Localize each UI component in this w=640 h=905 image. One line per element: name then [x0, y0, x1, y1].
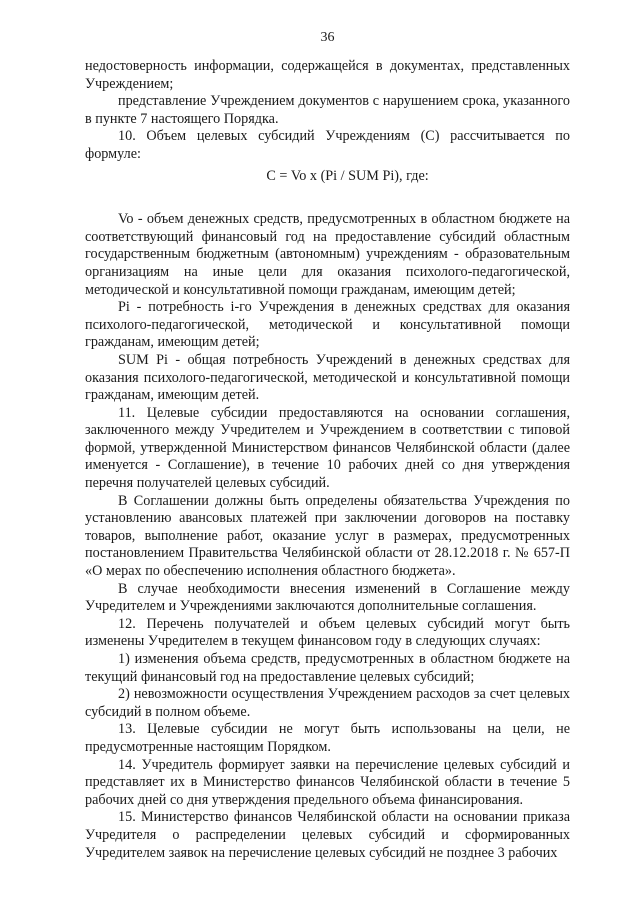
paragraph: Vo - объем денежных средств, предусмотренных в областном бюджете на соответствующий финансовый год на предоставление субсидий областным государственным бюджетным (автономным) учреждениям - образовательным организациям на иные цели для оказания психолого-педагогической, методической и консультативной помощи гражданам, имеющим детей; — [85, 211, 570, 298]
paragraph: 1) изменения объема средств, предусмотренных в областном бюджете на текущий финансовый год на предоставление целевых субсидий; — [85, 651, 570, 685]
paragraph: 10. Объем целевых субсидий Учреждениям (С) рассчитывается по формуле: — [85, 128, 570, 162]
paragraph: 14. Учредитель формирует заявки на перечисление целевых субсидий и представляет их в Министерство финансов Челябинской области в течение 5 рабочих дней со дня утверждения предельного объема финансирования. — [85, 756, 570, 808]
page-number: 36 — [320, 30, 335, 45]
paragraph: В Соглашении должны быть определены обязательства Учреждения по установлению авансовых платежей при заключении договоров на поставку товаров, выполнение работ, оказание услуг в размерах, предусмотренных постановлением Правительства Челябинской области от 28.12.2018 г. № 657-П «О мерах по обеспечению исполнения областного бюджета». — [85, 492, 570, 580]
paragraph: 11. Целевые субсидии предоставляются на основании соглашения, заключенного между Учредителем и Учреждением в соответствии с типовой формой, утвержденной Министерством финансов Челябинской области (далее именуется - Соглашение), в течение 10 рабочих дней со дня утверждения перечня получателей целевых субсидий. — [85, 404, 570, 492]
paragraph: недостоверность информации, содержащейся в документах, представленных Учреждением; — [85, 58, 570, 92]
paragraph: 15. Министерство финансов Челябинской области на основании приказа Учредителя о распределении целевых субсидий и сформированных Учредителем заявок на перечисление целевых субсидий не позднее 3 рабочих — [85, 809, 570, 861]
paragraph: 12. Перечень получателей и объем целевых субсидий могут быть изменены Учредителем в текущем финансовом году в следующих случаях: — [85, 615, 570, 650]
paragraph: Pi - потребность i-го Учреждения в денежных средствах для оказания психолого-педагогической, методической и консультативной помощи гражданам, имеющим детей; — [85, 299, 570, 351]
paragraph: 2) невозможности осуществления Учреждением расходов за счет целевых субсидий в полном объеме. — [85, 686, 570, 720]
paragraph: представление Учреждением документов с нарушением срока, указанного в пункте 7 настоящего Порядка. — [85, 93, 570, 127]
paragraph: В случае необходимости внесения изменений в Соглашение между Учредителем и Учреждениями заключаются дополнительные соглашения. — [85, 580, 570, 615]
formula: С = Vo x (Pi / SUM Pi), где: — [266, 167, 429, 184]
paragraph: SUM Pi - общая потребность Учреждений в денежных средствах для оказания психолого-педагогической, методической и консультативной помощи гражданам, имеющим детей. — [85, 351, 570, 404]
paragraph: 13. Целевые субсидии не могут быть использованы на цели, не предусмотренные настоящим Порядком. — [85, 721, 570, 755]
